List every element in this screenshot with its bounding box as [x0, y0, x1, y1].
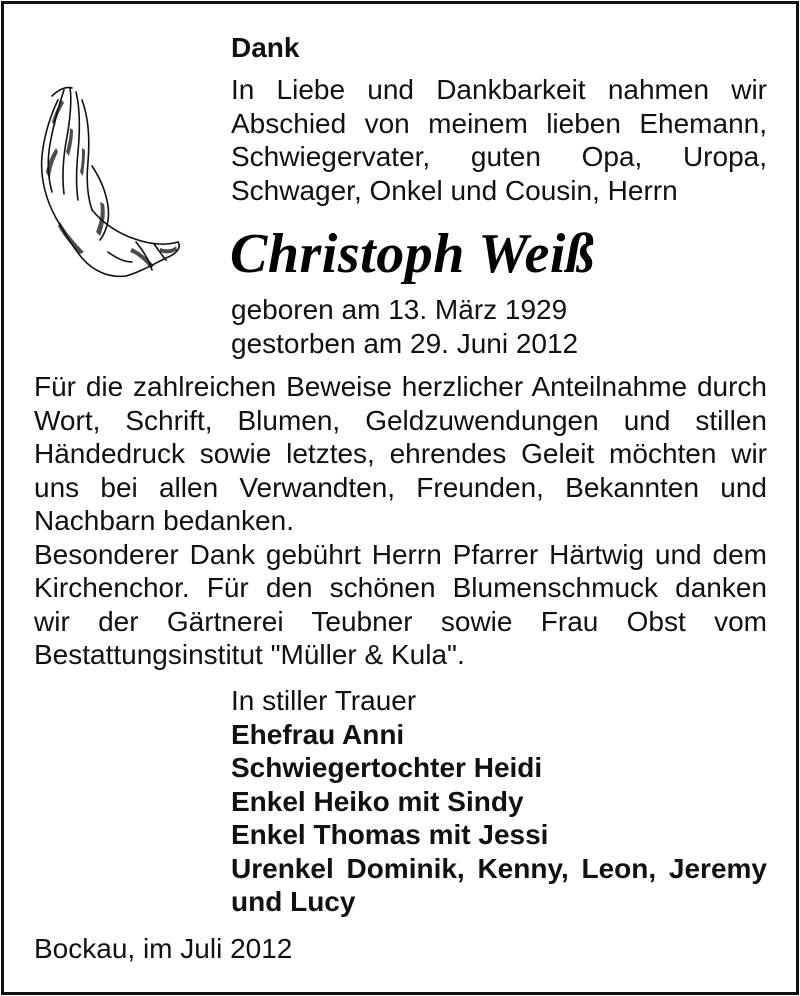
praying-hands-icon — [36, 82, 186, 282]
intro-line: Schwiegervater, guten Opa, Uropa, — [231, 141, 767, 172]
mourning-label: In stiller Trauer — [231, 685, 417, 716]
birth-date: geboren am 13. März 1929 — [231, 294, 568, 325]
place-date: Bockau, im Juli 2012 — [34, 933, 293, 964]
mourner-name: Enkel Heiko mit Sindy — [231, 785, 524, 817]
body-line: Nachbarn bedanken. — [34, 505, 294, 536]
intro-text — [231, 73, 767, 207]
intro-line: Abschied von meinem lieben Ehemann, — [231, 107, 767, 139]
death-date: gestorben am 29. Juni 2012 — [231, 327, 579, 359]
mourner-name: und Lucy — [231, 886, 356, 917]
intro-line: In Liebe und Dankbarkeit nahmen wir — [231, 74, 767, 105]
mourner-name: Schwiegertochter Heidi — [231, 752, 543, 783]
body-line: uns bei allen Verwandten, Freunden, Bekannten und — [34, 471, 767, 503]
body-line: Händedruck sowie letztes, ehrendes Geleit möchten wir — [34, 438, 767, 469]
body-line: Wort, Schrift, Blumen, Geldzuwendungen und stillen — [34, 404, 767, 436]
thanks-body — [34, 370, 767, 672]
body-line: wir der Gärtnerei Teubner sowie Frau Obst vom — [34, 605, 767, 637]
body-line: Bestattungsinstitut "Müller & Kula". — [34, 639, 465, 670]
body-line: Für die zahlreichen Beweise herzlicher Anteilnahme durch — [34, 371, 767, 402]
mourner-name: Enkel Thomas mit Jessi — [231, 819, 549, 850]
body-line: Besonderer Dank gebührt Herrn Pfarrer Härtwig und dem — [34, 538, 767, 570]
life-dates — [231, 293, 578, 360]
heading-dank: Dank — [231, 32, 300, 63]
body-line: Kirchenchor. Für den schönen Blumenschmuck danken — [34, 572, 767, 603]
deceased-name: Christoph Weiß — [230, 223, 595, 285]
intro-line: Schwager, Onkel und Cousin, Herrn — [231, 174, 678, 206]
mourner-name: Ehefrau Anni — [231, 718, 405, 750]
mourners-block — [231, 684, 767, 919]
mourner-name: Urenkel Dominik, Kenny, Leon, Jeremy — [231, 852, 767, 884]
